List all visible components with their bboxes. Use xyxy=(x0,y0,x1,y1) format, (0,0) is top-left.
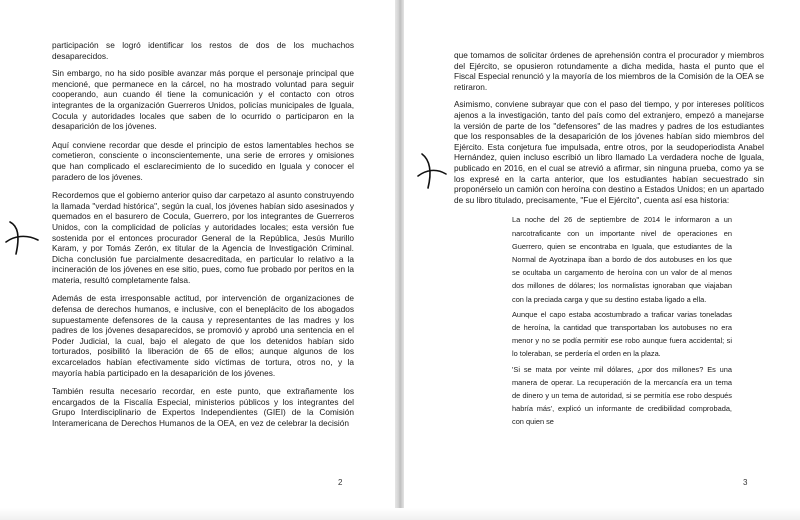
block-quote xyxy=(512,213,732,428)
handwritten-initial-mark xyxy=(4,218,40,258)
handwritten-initial-mark xyxy=(414,150,450,190)
quote-paragraph: La noche del 26 de septiembre de 2014 le informaron a un narcotraficante con un importante nivel de operaciones en Guerrero, quien se encontraba en Iguala, que estudiantes de la Normal de Ayotzinapa iban a bordo de dos autobuses en los que se ocultaba un cargamento de heroína con un valor de al menos dos millones de dólares; los normalistas ignoraban que viajaban con la preciada carga y que su destino estaba ligado a ella. xyxy=(512,215,732,304)
quote-paragraph: Aunque el capo estaba acostumbrado a traficar varias toneladas de heroína, la cantidad que transportaban los autobuses no era menor y no se podía permitir ese robo aunque fuera accidental; si lo toleraban, se perdería el orden en la plaza. xyxy=(512,309,732,359)
book-gutter xyxy=(395,0,404,520)
page-number: 3 xyxy=(743,478,748,487)
paragraph: Sin embargo, no ha sido posible avanzar más porque el personaje principal que mencioné, que permanece en la cárcel, no ha mostrado voluntad para seguir cooperando, aun cuando él tiene la comunicación y el contacto con otros integrantes de la organización Guerreros Unidos, policías municipales de Iguala, Cocula y autoridades locales que saben de lo ocurrido o participaron en la desaparición de los jóvenes. xyxy=(52,68,354,132)
left-text-column xyxy=(52,40,354,437)
right-text-column xyxy=(454,50,764,431)
right-page xyxy=(404,0,800,520)
left-page xyxy=(0,0,395,520)
paragraph: Aquí conviene recordar que desde el principio de estos lamentables hechos se cometieron, consciente o inconscientemente, una serie de errores y omisiones que han complicado el esclarecimiento de lo sucedido en Iguala y conocer el paradero de los jóvenes. xyxy=(52,139,354,182)
paragraph: Recordemos que el gobierno anterior quiso dar carpetazo al asunto construyendo la llamada "verdad histórica", según la cual, los jóvenes habían sido asesinados y quemados en el basurero de Cocula, Guerrero, por los integrantes de Guerreros Unidos, con la complicidad de policías y autoridades locales; esta versión fue sostenida por el entonces procurador General de la República, Jesús Murillo Karam, y por Tomás Zerón, ex titular de la Agencia de Investigación Criminal. Dicha conclusión fue parcialmente desacreditada, en particular lo relativo a la incineración de los jóvenes en ese sitio, pues, como fue probado por peritos en la materia, resultó completamente falsa. xyxy=(52,190,354,285)
paragraph: Asimismo, conviene subrayar que con el paso del tiempo, y por intereses políticos ajenos a la investigación, tanto del país como del extranjero, empezó a manejarse la versión de parte de los "defensores" de las madres y padres de los estudiantes que los responsables de la desaparición de los jóvenes habían sido miembros del Ejército. Esta conjetura fue impulsada, entre otros, por la seudoperiodista Anabel Hernández, quien incluso escribió un libro llamado La verdadera noche de Iguala, publicado en 2016, en el cual se atrevió a afirmar, sin ninguna prueba, como ya se los expresé en la carta anterior, que los estudiantes habían secuestrado sin proponérselo un camión con heroína con destino a Estados Unidos; en un apartado de su libro titulado, precisamente, "Fue el Ejército", cuenta así esa historia: xyxy=(454,99,764,205)
page-number: 2 xyxy=(338,478,343,487)
paragraph: participación se logró identificar los restos de dos de los muchachos desaparecidos. xyxy=(52,40,354,61)
paragraph: Además de esta irresponsable actitud, por intervención de organizaciones de defensa de derechos humanos, e inclusive, con el beneplácito de los abogados supuestamente defensores de la causa y representantes de las madres y los padres de los jóvenes desaparecidos, se promovió y aprobó una sentencia en el Poder Judicial, la cual, bajo el alegato de que los detenidos habían sido torturados, posibilitó la liberación de 65 de ellos; aunque algunos de los excarcelados habían efectivamente sido víctimas de tortura, otros no, y la mayoría había participado en la desaparición de los jóvenes. xyxy=(52,293,354,378)
paragraph: que tomamos de solicitar órdenes de aprehensión contra el procurador y miembros del Ejército, se opusieron rotundamente a dicha medida, hasta el punto que el Fiscal Especial renunció y la mayoría de los miembros de la Comisión de la OEA se retiraron. xyxy=(454,50,764,92)
scan-bottom-edge xyxy=(0,508,800,520)
paragraph: También resulta necesario recordar, en este punto, que extrañamente los encargados de la Fiscalía Especial, ministerios públicos y los integrantes del Grupo Interdisciplinario de Expertos Independientes (GIEI) de la Comisión Interamericana de Derechos Humanos de la OEA, en vez de celebrar la decisión xyxy=(52,386,354,428)
quote-paragraph: 'Si se mata por veinte mil dólares, ¿por dos millones? Es una manera de operar. La recuperación de la mercancía era un tema de dinero y un tema de autoridad, si se permitía ese robo después habría más', explicó un informante de credibilidad comprobada, con quien se xyxy=(512,364,732,427)
